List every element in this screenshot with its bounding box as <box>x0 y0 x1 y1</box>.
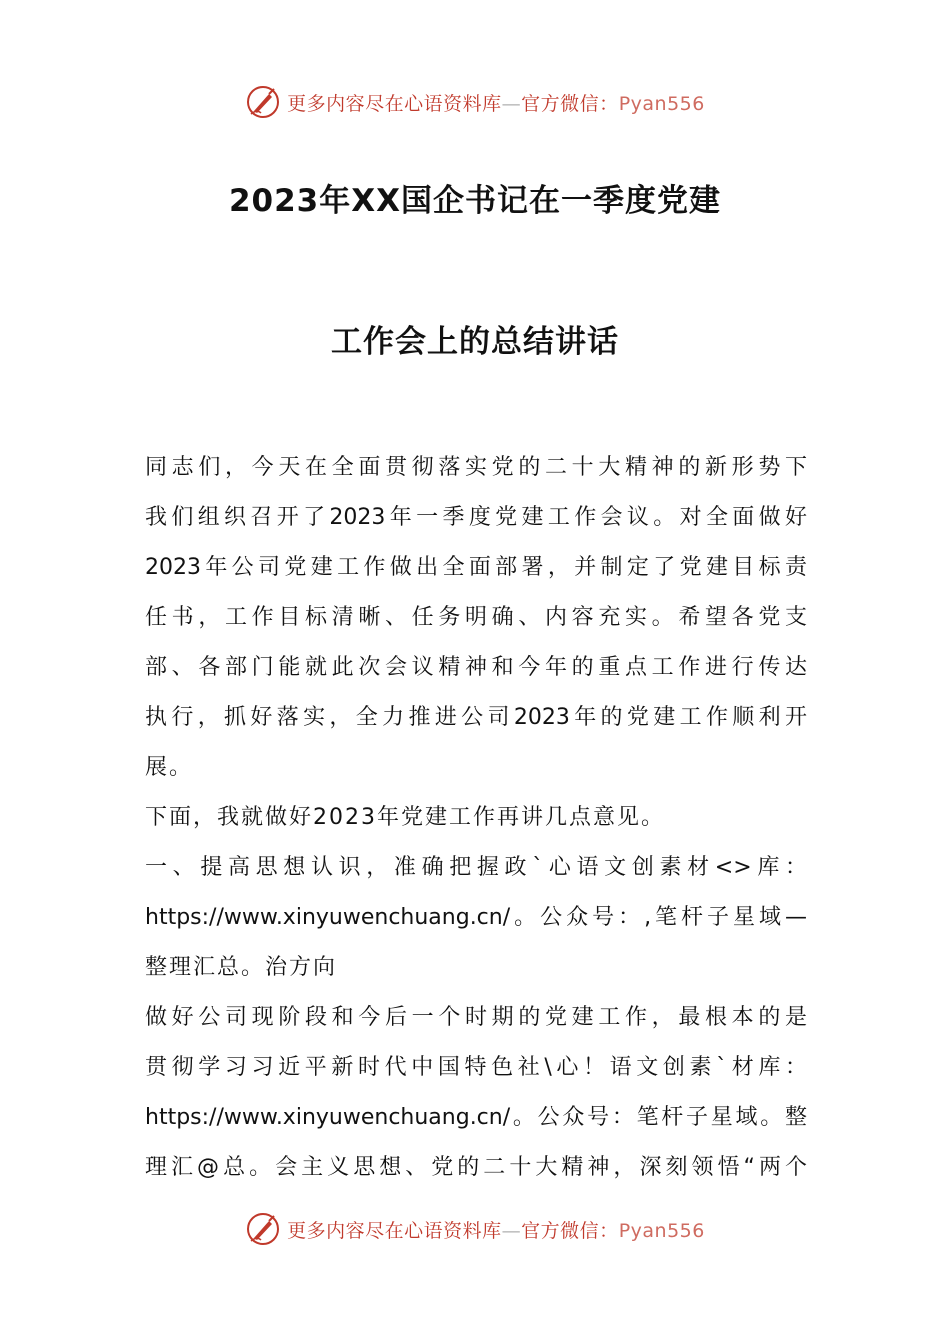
body-line: 展。 <box>145 755 194 780</box>
body-line: 做好公司现阶段和今后一个时期的党建工作，最根本的是 <box>145 1005 807 1030</box>
body-line: 我们组织召开了2023年一季度党建工作会议。对全面做好 <box>145 505 807 530</box>
quill-pen-logo-icon <box>245 1211 281 1247</box>
body-line: 下面，我就做好2023年党建工作再讲几点意见。 <box>145 805 665 830</box>
body-line: 贯彻学习习近平新时代中国特色社\心！语文创素`材库： <box>145 1055 807 1080</box>
header-dash: — <box>501 92 522 115</box>
footer-banner-text <box>287 1216 705 1243</box>
footer-banner <box>0 1209 950 1249</box>
footer-dash: — <box>501 1219 522 1242</box>
body-line: 一、提高思想认识，准确把握政`心语文创素材<>库： <box>145 855 807 880</box>
footer-wechat-id: Pyan556 <box>618 1219 705 1242</box>
footer-wechat-label: 官方微信： <box>521 1219 619 1242</box>
body-line: 2023年公司党建工作做出全面部署，并制定了党建目标责 <box>145 555 807 580</box>
quill-pen-logo-icon <box>245 84 281 120</box>
document-title-line-2: 工作会上的总结讲话 <box>331 324 619 360</box>
header-banner <box>0 82 950 122</box>
document-title-line-1: 2023年XX国企书记在一季度党建 <box>228 183 722 219</box>
body-line: 理汇@总。会主义思想、党的二十大精神，深刻领悟“两个 <box>145 1155 807 1180</box>
header-wechat-id: Pyan556 <box>618 92 705 115</box>
body-line: 同志们，今天在全面贯彻落实党的二十大精神的新形势下 <box>145 455 807 480</box>
footer-site-text: 更多内容尽在心语资料库 <box>287 1219 502 1242</box>
body-line: 执行，抓好落实，全力推进公司2023年的党建工作顺利开 <box>145 705 807 730</box>
header-banner-text <box>287 89 705 116</box>
body-line: 任书，工作目标清晰、任务明确、内容充实。希望各党支 <box>145 605 807 630</box>
header-wechat-label: 官方微信： <box>521 92 619 115</box>
body-line: https://www.xinyuwenchuang.cn/。公众号：,笔杆子星域— <box>145 905 807 930</box>
document-body <box>145 450 807 1200</box>
body-line: 部、各部门能就此次会议精神和今年的重点工作进行传达 <box>145 655 807 680</box>
header-site-text: 更多内容尽在心语资料库 <box>287 92 502 115</box>
body-line: https://www.xinyuwenchuang.cn/。公众号：笔杆子星域。整 <box>145 1105 807 1130</box>
body-line: 整理汇总。治方向 <box>145 955 338 980</box>
